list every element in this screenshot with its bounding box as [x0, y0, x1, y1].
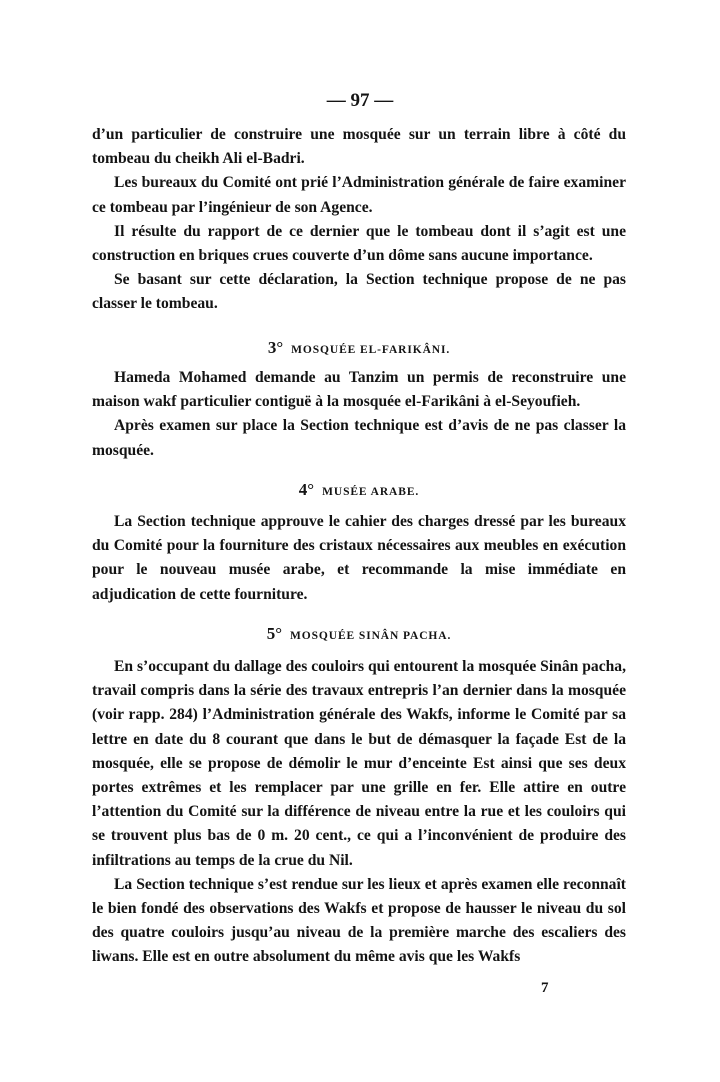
- paragraph: En s’occupant du dallage des couloirs qui entourent la mosquée Sinân pacha, travail compris dans la série des travaux entrepris l’an dernier dans la mosquée (voir rapp. 284) l’Administration générale des Wakfs, informe le Comité par sa lettre en date du 8 courant que dans le but de démasquer la façade Est de la mosquée, elle se propose de démolir le mur d’enceinte Est ainsi que ses deux portes extrêmes et les remplacer par une grille en fer. Elle attire en outre l’attention du Comité sur la différence de niveau entre la rue et les couloirs qui se trouvent plus bas de 0 m. 20 cent., ce qui a l’inconvénient de produire des infiltrations au temps de la crue du Nil.: [92, 658, 626, 869]
- section-number: 3°: [267, 338, 284, 357]
- paragraph: Il résulte du rapport de ce dernier que le tombeau dont il s’agit est une construction en briques crues couverte d’un dôme sans aucune importance.: [92, 222, 626, 265]
- section-heading-4: [92, 480, 626, 500]
- section-4-text: [92, 510, 626, 607]
- section-title: MUSÉE ARABE.: [322, 486, 420, 498]
- paragraph: Hameda Mohamed demande au Tanzim un permis de reconstruire une maison wakf particulier contiguë à la mosquée el-Farikâni à el-Seyoufieh.: [92, 369, 626, 411]
- page-number: — 97 —: [326, 90, 394, 111]
- intro-text: [92, 123, 626, 317]
- section-5-text: [92, 655, 626, 970]
- paragraph: La Section technique s’est rendue sur les lieux et après examen elle reconnaît le bien fondé des observations des Wakfs et propose de hausser le niveau du sol des quatre couloirs jusqu’au niveau de la première marche des escaliers des liwans. Elle est en outre absolument du même avis que les Wakfs: [92, 875, 626, 966]
- paragraph: Se basant sur cette déclaration, la Section technique propose de ne pas classer le tombeau.: [92, 271, 626, 313]
- section-heading-5: [92, 624, 626, 644]
- section-title: MOSQUÉE EL-FARIKÂNI.: [291, 344, 451, 356]
- section-number: 5°: [266, 624, 283, 643]
- paragraph: La Section technique approuve le cahier des charges dressé par les bureaux du Comité pour la fourniture des cristaux nécessaires aux meubles en exécution pour le nouveau musée arabe, et recommande la mise immédiate en adjudication de cette fourniture.: [92, 513, 626, 603]
- section-title: MOSQUÉE SINÂN PACHA.: [290, 630, 452, 642]
- section-heading-3: [92, 338, 626, 358]
- section-3-text: [92, 366, 626, 463]
- paragraph: Après examen sur place la Section technique est d’avis de ne pas classer la mosquée.: [92, 417, 626, 459]
- signature-mark: 7: [541, 980, 549, 996]
- paragraph: d’un particulier de construire une mosquée sur un terrain libre à côté du tombeau du cheikh Ali el-Badri.: [92, 126, 626, 168]
- section-number: 4°: [298, 480, 315, 499]
- paragraph: Les bureaux du Comité ont prié l’Administration générale de faire examiner ce tombeau par l’ingénieur de son Agence.: [92, 174, 626, 216]
